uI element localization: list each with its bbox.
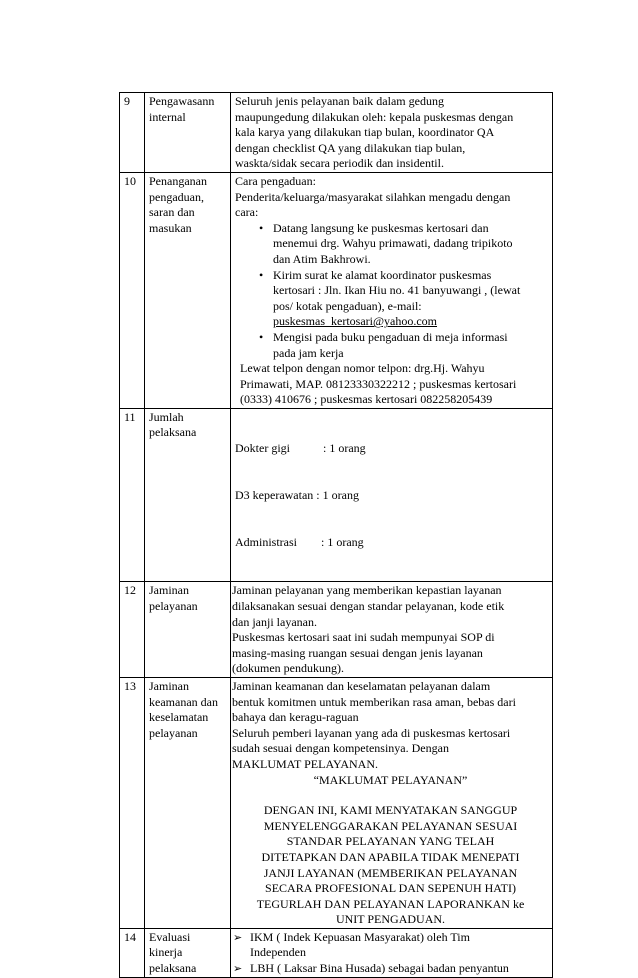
row-label: Jumlah pelaksana (145, 408, 231, 582)
complaint-methods-list (235, 221, 549, 361)
table-row (120, 677, 553, 928)
table-row (120, 408, 553, 582)
row-label: Penanganan pengaduan, saran dan masukan (145, 172, 231, 408)
maklumat-title: “MAKLUMAT PELAYANAN” (313, 772, 468, 787)
row-number: 13 (120, 677, 145, 928)
row-number: 14 (120, 928, 145, 977)
table-row (120, 172, 553, 408)
row-content: Jaminan keamanan dan keselamatan pelayanan dalam bentuk komitmen untuk memberikan rasa aman, bebas dari bahaya dan keragu-raguan Seluruh pemberi layanan yang ada di puskesmas kertosari sudah sesuai dengan kompetensinya. Dengan MAKLUMAT PELAYANAN. “MAKLUMAT PELAYANAN” DENGAN INI, KAMI MENYATAKAN SANGGUP MENYELENGGARAKAN PELAYANAN SESUAI STANDAR PELAYANAN YANG TELAH DITETAPKAN DAN APABILA TIDAK MENEPATI JANJI LAYANAN (MEMBERIKAN PELAYANAN SECARA PROFESIONAL DAN SEPENUH HATI) TEGURLAH DAN PELAYANAN LAPORANKAN ke UNIT PENGADUAN. (231, 677, 553, 928)
list-item: • Kirim surat ke alamat koordinator puskesmas kertosari : Jln. Ikan Hiu no. 41 banyuwangi , (lewat pos/ kotak pengaduan), e-mail: puskesmas_kertosari@yahoo.com (235, 268, 549, 330)
row-label: Pengawasann internal (145, 93, 231, 173)
evaluation-list (232, 930, 549, 977)
row-number: 10 (120, 172, 145, 408)
maklumat-statement: DENGAN INI, KAMI MENYATAKAN SANGGUP MENYELENGGARAKAN PELAYANAN SESUAI STANDAR PELAYANAN YANG TELAH DITETAPKAN DAN APABILA TIDAK MENEPATI JANJI LAYANAN (MEMBERIKAN PELAYANAN SECARA PROFESIONAL DAN SEPENUH HATI) TEGURLAH DAN PELAYANAN LAPORANKAN ke UNIT PENGADUAN. (256, 803, 525, 927)
row-number: 12 (120, 582, 145, 678)
row-content: Seluruh jenis pelayanan baik dalam gedung maupungedung dilakukan oleh: kepala puskesmas dengan kala karya yang dilakukan tiap bulan, koordinator QA dengan checklist QA yang dilakukan tiap bulan, waskta/sidak secara periodik dan insidentil. (231, 93, 553, 173)
service-standard-table (119, 92, 553, 978)
table-row (120, 928, 553, 977)
table-row (120, 93, 553, 173)
row-label: Evaluasi kinerja pelaksana (145, 928, 231, 977)
row-content: Cara pengaduan: Penderita/keluarga/masyarakat silahkan mengadu dengan cara: • Datang langsung ke puskesmas kertosari dan menemui drg. Wahyu primawati, dadang tripikoto dan Atim Bakhrowi. • Kirim surat ke alamat koordinator puskesmas kertosari : Jln. Ikan Hiu no. 41 banyuwangi , (lewat pos/ kotak pengaduan), e-mail: puskesmas_kertosari@yahoo.com • Mengisi pada buku pengaduan di meja informasi pada jam kerja Lewat telpon dengan nomor telpon: drg.Hj. Wahyu Primawati, MAP. 08123330322212 ; puskesmas kertosari (0333) 410676 ; puskesmas kertosari 082258205439 (231, 172, 553, 408)
list-item: ➢ LBH ( Laksar Bina Husada) sebagai badan penyantun (232, 961, 549, 977)
list-item: • Mengisi pada buku pengaduan di meja informasi pada jam kerja (235, 330, 549, 361)
row-content: Jaminan pelayanan yang memberikan kepastian layanan dilaksanakan sesuai dengan standar pelayanan, kode etik dan janji layanan. Puskesmas kertosari saat ini sudah mempunyai SOP di masing-masing ruangan sesuai dengan jenis layanan (dokumen pendukung). (231, 582, 553, 678)
row-label: Jaminan pelayanan (145, 582, 231, 678)
table-row (120, 582, 553, 678)
email-link[interactable]: puskesmas_kertosari@yahoo.com (273, 314, 438, 329)
list-item: • Datang langsung ke puskesmas kertosari dan menemui drg. Wahyu primawati, dadang tripikoto dan Atim Bakhrowi. (235, 221, 549, 268)
row-number: 11 (120, 408, 145, 582)
list-item: ➢ IKM ( Indek Kepuasan Masyarakat) oleh Tim Independen (232, 930, 549, 961)
row-content: Dokter gigi : 1 orang D3 keperawatan : 1 orang Administrasi : 1 orang (231, 408, 553, 582)
row-content (231, 928, 553, 977)
row-number: 9 (120, 93, 145, 173)
row-label: Jaminan keamanan dan keselamatan pelayanan (145, 677, 231, 928)
